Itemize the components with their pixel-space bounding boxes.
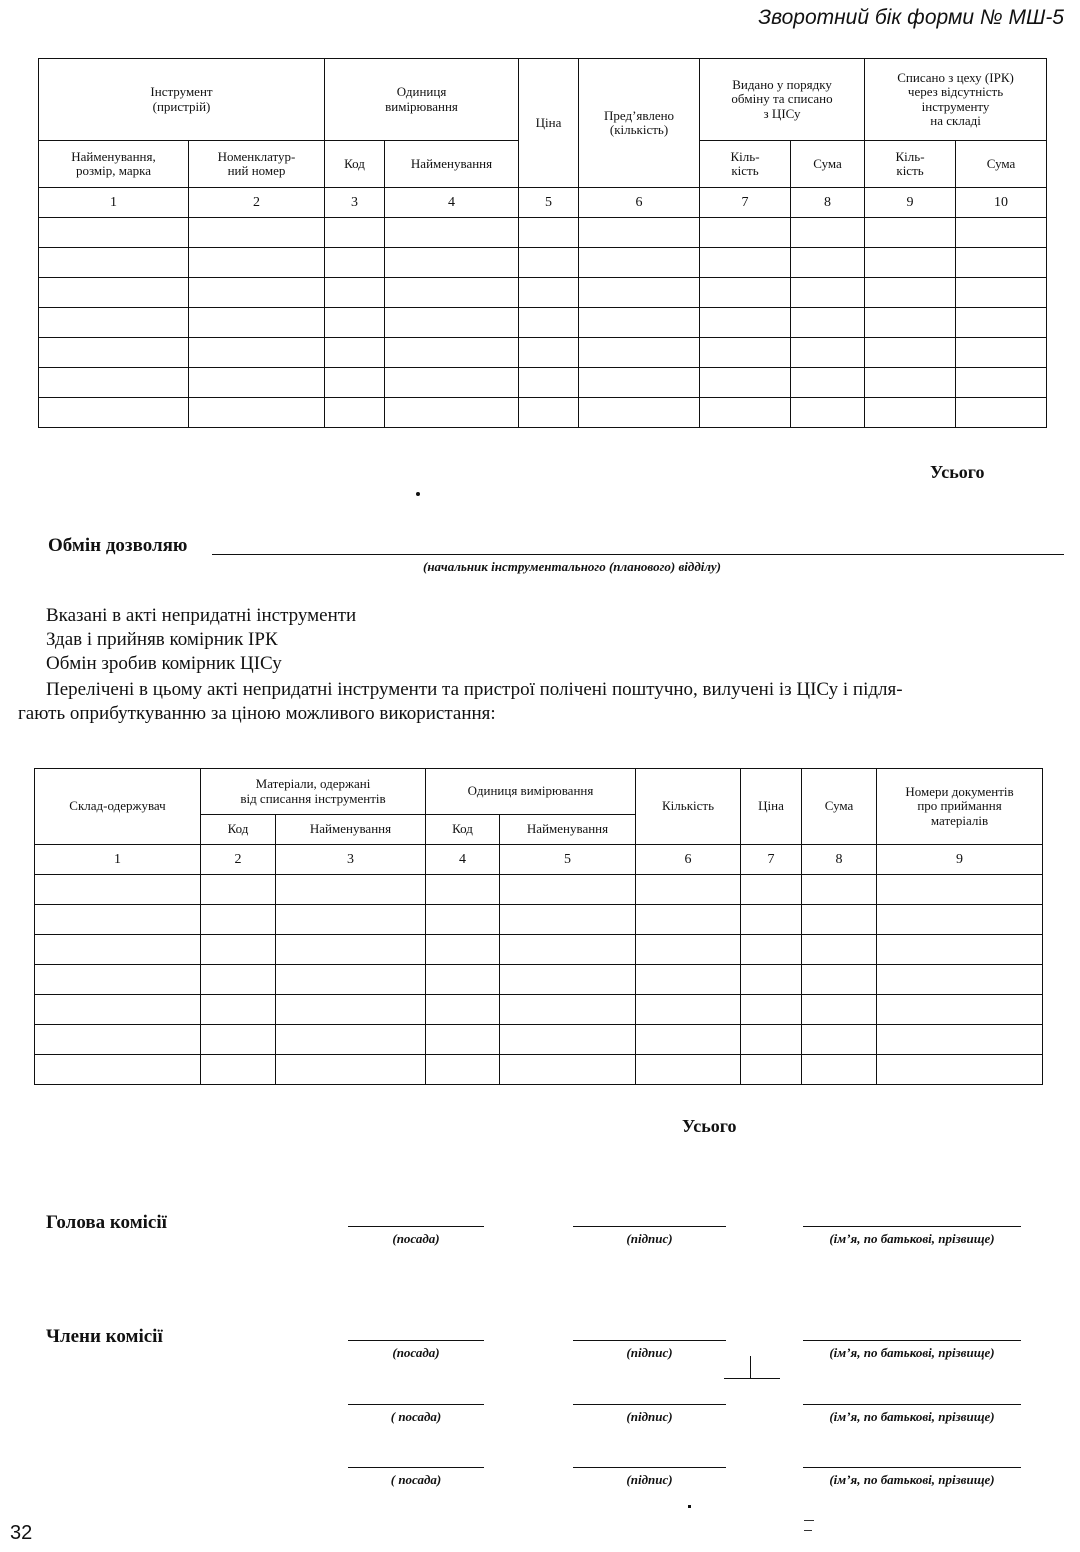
signature-caption: (підпис) [626,1409,673,1424]
paragraph-1: Вказані в акті непридатні інструменти [46,605,357,626]
exchange-signature-line[interactable] [212,554,1064,555]
col-number: 9 [865,188,956,218]
table-row [35,935,1043,965]
table-row [39,278,1047,308]
table-cell[interactable] [325,338,385,368]
total-label-1: Усього [930,462,985,482]
table-cell[interactable] [877,905,1043,935]
table-cell[interactable] [636,935,741,965]
table-cell[interactable] [877,1025,1043,1055]
table-cell[interactable] [385,308,519,338]
name-caption: (ім’я, по батькові, прізвище) [829,1231,995,1246]
table-cell[interactable] [276,965,426,995]
table-cell[interactable] [519,308,579,338]
name-line[interactable] [803,1467,1021,1468]
table-cell[interactable] [426,875,500,905]
column-numbers-row [39,188,1047,218]
table-cell[interactable] [276,1025,426,1055]
table-cell[interactable] [865,368,956,398]
col-number: 8 [791,188,865,218]
signature-line[interactable] [573,1467,726,1468]
col-number: 10 [956,188,1047,218]
paragraph-2: Здав і прийняв комірник ІРК [46,629,278,650]
header-instrument: Інструмент (пристрій) [39,59,325,141]
table-cell[interactable] [385,218,519,248]
table-cell[interactable] [500,935,636,965]
paragraph-4-line1: Перелічені в цьому акті непридатні інструменти та пристрої полічені поштучно, вилучені із ЦІСу і підля- [46,679,903,700]
table-cell[interactable] [35,905,201,935]
table-cell[interactable] [956,338,1047,368]
table-cell[interactable] [325,398,385,428]
header-unit2: Одиниця вимірювання [426,769,636,815]
header-nomen: Номенклатур- ний номер [189,141,325,188]
header-code-mat: Код [201,815,276,845]
table-cell[interactable] [500,905,636,935]
table-cell[interactable] [276,1055,426,1085]
position-caption: ( посада) [390,1472,442,1487]
table-cell[interactable] [579,308,700,338]
table-row [39,368,1047,398]
table-cell[interactable] [956,218,1047,248]
form-title: Зворотний бік форми № МШ-5 [758,6,1064,29]
table-row [35,905,1043,935]
name-line[interactable] [803,1340,1021,1341]
table-cell[interactable] [519,338,579,368]
table-cell[interactable] [500,1055,636,1085]
header-docs: Номери документів про приймання матеріалів [877,769,1043,845]
header-qty-issued: Кіль- кість [700,141,791,188]
table-cell[interactable] [426,965,500,995]
table-row [39,308,1047,338]
table-cell[interactable] [579,338,700,368]
table-cell[interactable] [956,308,1047,338]
stray-dot [688,1505,691,1508]
col-number: 2 [189,188,325,218]
table-cell[interactable] [39,368,189,398]
table-cell[interactable] [700,398,791,428]
signature-line[interactable] [573,1404,726,1405]
table-cell[interactable] [39,218,189,248]
table-cell[interactable] [325,308,385,338]
table-cell[interactable] [791,278,865,308]
table-cell[interactable] [636,1025,741,1055]
table-cell[interactable] [636,1055,741,1085]
name-caption: (ім’я, по батькові, прізвище) [829,1345,995,1360]
col-number: 5 [500,845,636,875]
table-row [39,218,1047,248]
table-cell[interactable] [636,875,741,905]
table-cell[interactable] [201,995,276,1025]
table-cell[interactable] [500,995,636,1025]
table-cell[interactable] [35,995,201,1025]
stray-mark [804,1520,814,1521]
table-cell[interactable] [791,308,865,338]
table-cell[interactable] [35,875,201,905]
total-label-2: Усього [682,1116,737,1136]
table-cell[interactable] [636,905,741,935]
table-cell[interactable] [385,368,519,398]
table-row [35,995,1043,1025]
table-cell[interactable] [500,1025,636,1055]
table-cell[interactable] [865,278,956,308]
table-cell[interactable] [741,875,802,905]
position-caption: (посада) [392,1345,440,1360]
header-written-off: Списано з цеху (ІРК) через відсутність інструменту на складі [865,59,1047,141]
position-caption: ( посада) [390,1409,442,1424]
header-sum-issued: Сума [791,141,865,188]
table-cell[interactable] [385,278,519,308]
commission-members-label: Члени комісії [46,1326,163,1347]
table-cell[interactable] [700,308,791,338]
table-cell[interactable] [519,248,579,278]
stray-mark-tick [750,1356,751,1378]
name-line[interactable] [803,1226,1021,1227]
table-cell[interactable] [39,278,189,308]
table-cell[interactable] [700,368,791,398]
table-cell[interactable] [426,995,500,1025]
position-line[interactable] [348,1340,484,1341]
table-row [35,1025,1043,1055]
col-number: 4 [426,845,500,875]
header-warehouse: Склад-одержувач [35,769,201,845]
instruments-table [38,58,1047,428]
table-cell[interactable] [741,1055,802,1085]
table-cell[interactable] [189,308,325,338]
table-cell[interactable] [426,905,500,935]
header-code: Код [325,141,385,188]
table-cell[interactable] [791,248,865,278]
col-number: 3 [325,188,385,218]
col-number: 1 [35,845,201,875]
table-cell[interactable] [519,218,579,248]
table-cell[interactable] [579,248,700,278]
table-cell[interactable] [189,398,325,428]
position-line[interactable] [348,1404,484,1405]
table-cell[interactable] [519,368,579,398]
table-cell[interactable] [791,368,865,398]
table-cell[interactable] [636,995,741,1025]
table-cell[interactable] [877,935,1043,965]
table-cell[interactable] [201,965,276,995]
header-code-unit: Код [426,815,500,845]
signature-caption: (підпис) [626,1345,673,1360]
table-cell[interactable] [877,965,1043,995]
table-cell[interactable] [39,248,189,278]
position-line[interactable] [348,1226,484,1227]
table-cell[interactable] [276,875,426,905]
table-cell[interactable] [877,1055,1043,1085]
table-cell[interactable] [877,995,1043,1025]
name-line[interactable] [803,1404,1021,1405]
table-cell[interactable] [189,248,325,278]
signature-line[interactable] [573,1340,726,1341]
position-line[interactable] [348,1467,484,1468]
table-cell[interactable] [802,965,877,995]
table-cell[interactable] [791,218,865,248]
table-cell[interactable] [385,248,519,278]
table-row [39,338,1047,368]
table-cell[interactable] [579,278,700,308]
table-cell[interactable] [802,1055,877,1085]
col-number: 9 [877,845,1043,875]
table-cell[interactable] [865,248,956,278]
name-caption: (ім’я, по батькові, прізвище) [829,1409,995,1424]
paragraph-3: Обмін зробив комірник ЦІСу [46,653,282,674]
table-cell[interactable] [189,338,325,368]
name-caption: (ім’я, по батькові, прізвище) [829,1472,995,1487]
col-number: 5 [519,188,579,218]
signature-line[interactable] [573,1226,726,1227]
signature-caption: (підпис) [626,1231,673,1246]
stray-mark-line [724,1378,780,1379]
table-cell[interactable] [276,935,426,965]
table-cell[interactable] [579,398,700,428]
commission-chair-label: Голова комісії [46,1212,167,1233]
table-cell[interactable] [865,308,956,338]
table-row [35,1055,1043,1085]
header-price2: Ціна [741,769,802,845]
table-cell[interactable] [741,965,802,995]
table-cell[interactable] [579,368,700,398]
table-cell[interactable] [189,278,325,308]
table-cell[interactable] [877,875,1043,905]
table-cell[interactable] [189,368,325,398]
table-cell[interactable] [325,218,385,248]
col-number: 3 [276,845,426,875]
table-cell[interactable] [700,278,791,308]
table-cell[interactable] [189,218,325,248]
table-row [39,248,1047,278]
table-cell[interactable] [519,398,579,428]
table-cell[interactable] [39,398,189,428]
table-cell[interactable] [39,338,189,368]
table-cell[interactable] [201,1025,276,1055]
header-price: Ціна [519,59,579,188]
signature-caption: (підпис) [626,1472,673,1487]
table-cell[interactable] [519,278,579,308]
col-number: 4 [385,188,519,218]
exchange-label: Обмін дозволяю [48,535,188,556]
table-cell[interactable] [325,248,385,278]
table-cell[interactable] [741,905,802,935]
table-cell[interactable] [35,965,201,995]
table-cell[interactable] [865,338,956,368]
table-cell[interactable] [956,398,1047,428]
col-number: 1 [39,188,189,218]
table-cell[interactable] [201,875,276,905]
header-name-unit: Найменування [500,815,636,845]
table-cell[interactable] [276,995,426,1025]
table-cell[interactable] [201,935,276,965]
table-cell[interactable] [385,338,519,368]
table-cell[interactable] [791,338,865,368]
col-number: 7 [741,845,802,875]
position-caption: (посада) [392,1231,440,1246]
header-unit: Одиниця вимірювання [325,59,519,141]
table-cell[interactable] [791,398,865,428]
col-number: 2 [201,845,276,875]
header-qty: Кількість [636,769,741,845]
table-cell[interactable] [35,1055,201,1085]
header-name: Найменування, розмір, марка [39,141,189,188]
table-cell[interactable] [579,218,700,248]
table-row [39,398,1047,428]
table-cell[interactable] [741,935,802,965]
table-cell[interactable] [956,248,1047,278]
table-cell[interactable] [325,278,385,308]
header-sum: Сума [802,769,877,845]
table-cell[interactable] [39,308,189,338]
table-cell[interactable] [201,905,276,935]
header-unit-name: Найменування [385,141,519,188]
table-cell[interactable] [276,905,426,935]
table-cell[interactable] [741,1025,802,1055]
stray-mark [804,1530,812,1531]
table-cell[interactable] [636,965,741,995]
table-cell[interactable] [865,398,956,428]
table-cell[interactable] [500,875,636,905]
table-cell[interactable] [426,935,500,965]
table-row [35,875,1043,905]
table-cell[interactable] [802,905,877,935]
header-qty-written-off: Кіль- кість [865,141,956,188]
paragraph-4-line2: гають оприбуткуванню за ціною можливого використання: [18,703,496,724]
col-number: 6 [579,188,700,218]
page-number: 32 [10,1522,33,1544]
header-sum-written-off: Сума [956,141,1047,188]
table-cell[interactable] [741,995,802,1025]
table-row [35,965,1043,995]
table-cell[interactable] [802,935,877,965]
table-cell[interactable] [426,1025,500,1055]
materials-table [34,768,1043,1085]
table-cell[interactable] [956,368,1047,398]
table-cell[interactable] [35,1025,201,1055]
table-cell[interactable] [865,218,956,248]
table-cell[interactable] [802,1025,877,1055]
header-presented: Пред’явлено (кількість) [579,59,700,188]
header-issued: Видано у порядку обміну та списано з ЦІСу [700,59,865,141]
table-cell[interactable] [802,995,877,1025]
table-cell[interactable] [385,398,519,428]
table-cell[interactable] [201,1055,276,1085]
exchange-caption: (начальник інструментального (планового) відділу) [423,559,721,574]
table-cell[interactable] [700,248,791,278]
table-cell[interactable] [802,875,877,905]
table-cell[interactable] [700,338,791,368]
col-number: 6 [636,845,741,875]
stray-dot [416,492,420,496]
header-materials: Матеріали, одержані від списання інструментів [201,769,426,815]
table-cell[interactable] [500,965,636,995]
table-cell[interactable] [325,368,385,398]
table-cell[interactable] [700,218,791,248]
col-number: 8 [802,845,877,875]
column-numbers-row [35,845,1043,875]
table-cell[interactable] [956,278,1047,308]
table-cell[interactable] [426,1055,500,1085]
header-name-mat: Найменування [276,815,426,845]
table-cell[interactable] [35,935,201,965]
col-number: 7 [700,188,791,218]
